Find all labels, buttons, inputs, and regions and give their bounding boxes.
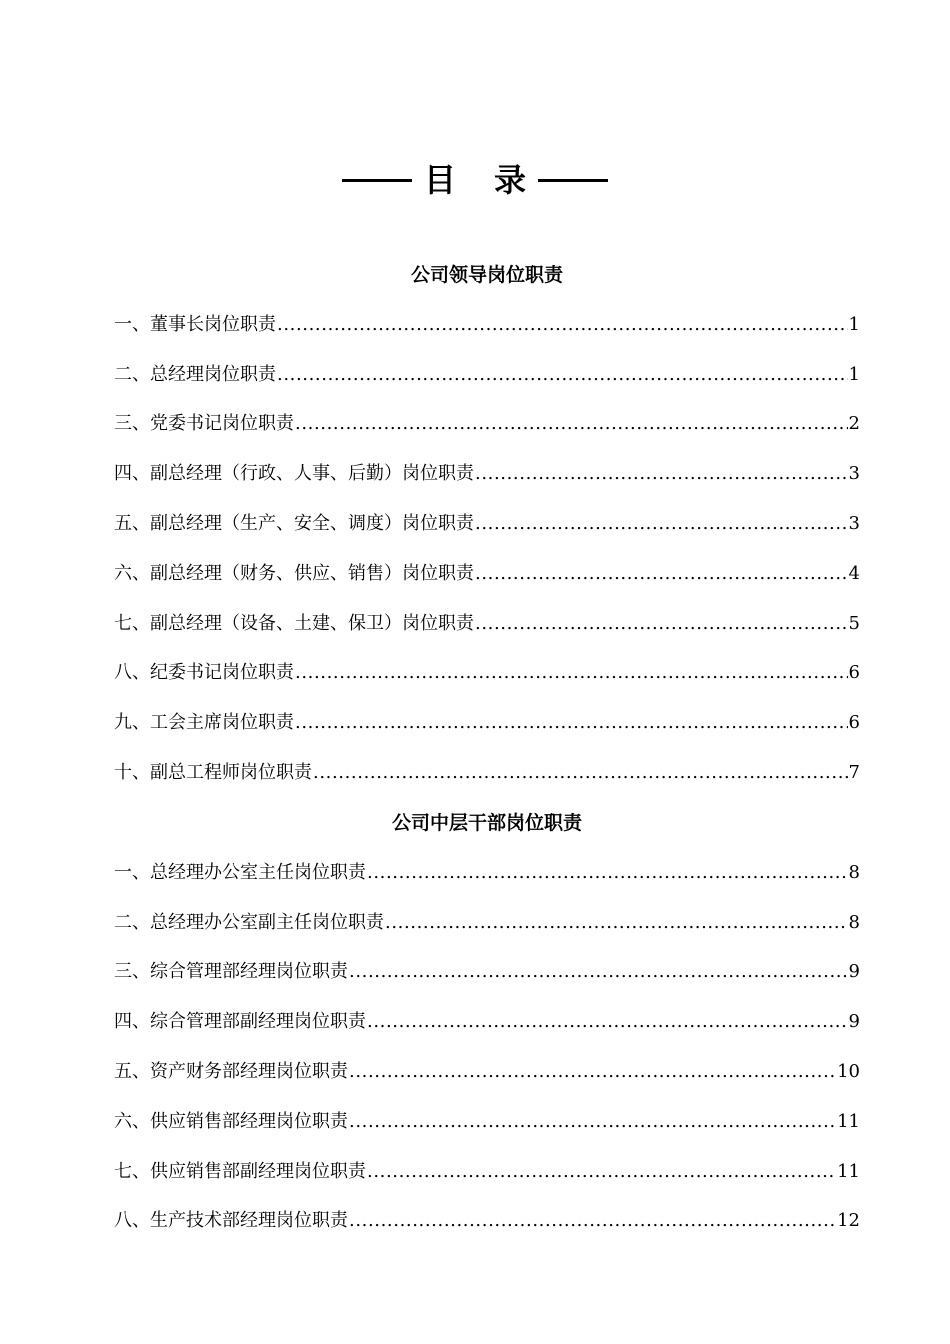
toc-entry-label: 二、总经理办公室副主任岗位职责	[114, 911, 384, 933]
dot-leader	[349, 1060, 836, 1084]
toc-entry[interactable]	[114, 848, 860, 898]
toc-entry-label: 七、供应销售部副经理岗位职责	[114, 1160, 366, 1182]
toc-entry-page: 8	[848, 911, 860, 933]
dot-leader	[295, 412, 848, 436]
toc-entry[interactable]	[114, 748, 860, 798]
toc-list-leadership	[114, 300, 860, 798]
toc-entry[interactable]	[114, 898, 860, 948]
toc-entry[interactable]	[114, 350, 860, 400]
toc-title	[0, 152, 950, 208]
dot-leader	[277, 363, 848, 387]
toc-entry-label: 七、副总经理（设备、土建、保卫）岗位职责	[114, 612, 474, 634]
dot-leader	[367, 1160, 836, 1184]
toc-entry-page: 9	[848, 1011, 860, 1033]
toc-entry[interactable]	[114, 997, 860, 1047]
toc-entry-page: 6	[848, 712, 860, 734]
dot-leader	[349, 1110, 836, 1134]
toc-entry-page: 3	[848, 513, 860, 535]
toc-entry-page: 1	[848, 363, 860, 385]
toc-list-middle-management	[114, 848, 860, 1246]
toc-entry[interactable]	[114, 1047, 860, 1097]
toc-entry-label: 四、综合管理部副经理岗位职责	[114, 1011, 366, 1033]
section-heading-middle-management: 公司中层干部岗位职责	[391, 812, 582, 834]
dot-leader	[349, 960, 848, 984]
dot-leader	[385, 911, 848, 935]
toc-entry-page: 1	[848, 313, 860, 335]
toc-entry-label: 三、综合管理部经理岗位职责	[114, 961, 348, 983]
toc-entry-page: 9	[848, 961, 860, 983]
toc-entry-page: 6	[848, 662, 860, 684]
toc-entry[interactable]	[114, 449, 860, 499]
toc-entry-page: 3	[848, 463, 860, 485]
toc-entry[interactable]	[114, 599, 860, 649]
toc-entry-label: 一、董事长岗位职责	[114, 313, 276, 335]
dot-leader	[349, 1209, 836, 1233]
toc-entry[interactable]	[114, 1197, 860, 1247]
toc-entry-label: 六、副总经理（财务、供应、销售）岗位职责	[114, 562, 474, 584]
toc-entry[interactable]	[114, 300, 860, 350]
toc-entry[interactable]	[114, 948, 860, 998]
dot-leader	[475, 462, 848, 486]
toc-entry-label: 五、资产财务部经理岗位职责	[114, 1061, 348, 1083]
toc-entry[interactable]	[114, 400, 860, 450]
dot-leader	[295, 711, 848, 735]
toc-entry-page: 8	[848, 861, 860, 883]
dot-leader	[475, 612, 848, 636]
toc-entry-page: 11	[837, 1110, 860, 1132]
toc-entry[interactable]	[114, 499, 860, 549]
toc-entry[interactable]	[114, 649, 860, 699]
toc-entry-label: 十、副总工程师岗位职责	[114, 762, 312, 784]
toc-entry-page: 10	[837, 1061, 860, 1083]
toc-entry-page: 4	[848, 562, 860, 584]
toc-entry-label: 一、总经理办公室主任岗位职责	[114, 861, 366, 883]
toc-entry-label: 八、生产技术部经理岗位职责	[114, 1210, 348, 1232]
toc-title-text: 目录	[423, 161, 564, 199]
dot-leader	[475, 512, 848, 536]
toc-entry-label: 九、工会主席岗位职责	[114, 712, 294, 734]
toc-entry-page: 12	[837, 1210, 860, 1232]
toc-entry[interactable]	[114, 549, 860, 599]
dot-leader	[277, 313, 848, 337]
toc-entry-page: 5	[848, 612, 860, 634]
dot-leader	[475, 562, 848, 586]
dot-leader	[313, 761, 848, 785]
dot-leader	[295, 661, 848, 685]
toc-entry[interactable]	[114, 698, 860, 748]
toc-entry-label: 三、党委书记岗位职责	[114, 413, 294, 435]
toc-entry-page: 7	[848, 762, 860, 784]
section-heading-leadership: 公司领导岗位职责	[410, 264, 563, 286]
toc-entry-label: 八、纪委书记岗位职责	[114, 662, 294, 684]
toc-entry-label: 五、副总经理（生产、安全、调度）岗位职责	[114, 513, 474, 535]
toc-entry[interactable]	[114, 1147, 860, 1197]
toc-entry-label: 六、供应销售部经理岗位职责	[114, 1110, 348, 1132]
toc-entry-label: 四、副总经理（行政、人事、后勤）岗位职责	[114, 463, 474, 485]
title-right-rule	[538, 179, 608, 182]
dot-leader	[367, 861, 848, 885]
toc-entry[interactable]	[114, 1097, 860, 1147]
toc-entry-label: 二、总经理岗位职责	[114, 363, 276, 385]
dot-leader	[367, 1010, 848, 1034]
toc-entry-page: 2	[848, 413, 860, 435]
toc-entry-page: 11	[837, 1160, 860, 1182]
title-left-rule	[342, 179, 412, 182]
